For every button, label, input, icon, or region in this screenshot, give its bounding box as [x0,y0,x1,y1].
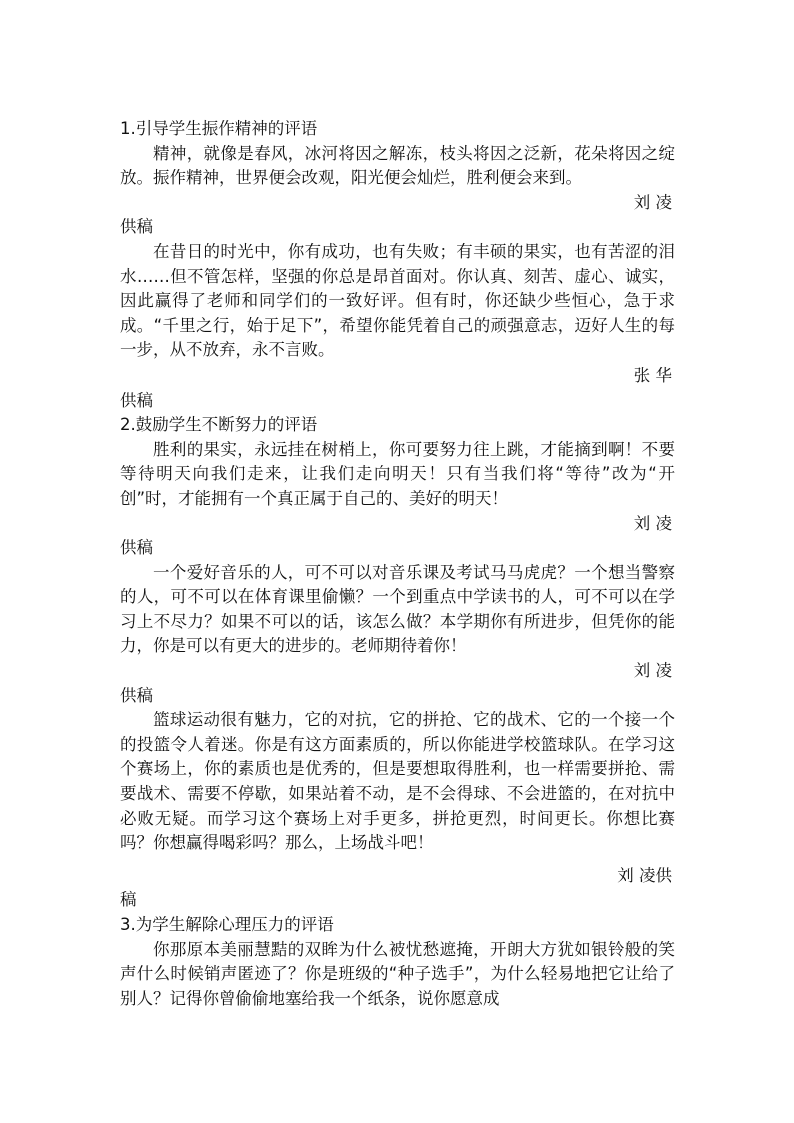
author-name: 刘 凌 [633,513,672,533]
section-heading-1: 1.引导学生振作精神的评语 [120,119,318,138]
comment-paragraph: 一个爱好音乐的人，可不可以对音乐课及考试马马虎虎？一个想当警察的人，可不可以在体育课里偷懒？一个到重点中学读书的人，可不可以在学习上不尽力？如果不可以的话，该怎么做？本学期你有所进步，但凭你的能力，你是可以有更大的进步的。老师期待着你！ [120,562,675,656]
author-credit-tail: 稿 [120,890,137,910]
comment-paragraph: 在昔日的时光中，你有成功，也有失败；有丰硕的果实，也有苦涩的泪水……但不管怎样，坚强的你总是昂首面对。你认真、刻苦、虚心、诚实，因此赢得了老师和同学们的一致好评。但有时，你还缺少些恒心，急于求成。“千里之行，始于足下”，希望你能凭着自己的顽强意志，迈好人生的每一步，从不放弃，永不言败。 [120,241,675,360]
author-credit-tail: 供稿 [120,217,153,237]
author-credit-tail: 供稿 [120,685,153,705]
document-page [120,117,675,1011]
author-credit-tail: 供稿 [120,390,153,410]
comment-paragraph: 精神，就像是春风，冰河将因之解冻，枝头将因之泛新，花朵将因之绽放。振作精神，世界便会改观，阳光便会灿烂，胜利便会来到。 [120,143,675,188]
comment-paragraph: 你那原本美丽慧黠的双眸为什么被忧愁遮掩，开朗大方犹如银铃般的笑声什么时候销声匿迹了？你是班级的“种子选手”，为什么轻易地把它让给了别人？记得你曾偷偷地塞给我一个纸条，说你愿意成 [120,939,675,1008]
author-name: 刘 凌供 [617,865,672,885]
comment-paragraph: 胜利的果实，永远挂在树梢上，你可要努力往上跳，才能摘到啊！不要等待明天向我们走来，让我们走向明天！只有当我们将“等待”改为“开创”时，才能拥有一个真正属于自己的、美好的明天！ [120,439,675,508]
author-name: 张 华 [633,365,672,385]
author-credit-tail: 供稿 [120,538,153,558]
section-heading-3: 3.为学生解除心理压力的评语 [120,915,334,934]
section-heading-2: 2.鼓励学生不断努力的评语 [120,415,318,435]
author-name: 刘 凌 [633,192,672,212]
author-name: 刘 凌 [633,661,672,681]
comment-paragraph: 篮球运动很有魅力，它的对抗，它的拼抢、它的战术、它的一个接一个的投篮令人着迷。你是有这方面素质的，所以你能进学校篮球队。在学习这个赛场上，你的素质也是优秀的，但是要想取得胜利，也一样需要拼抢、需要战术、需要不停歇，如果站着不动，是不会得球、不会进篮的，在对抗中必败无疑。而学习这个赛场上对手更多，拼抢更烈，时间更长。你想比赛吗？你想赢得喝彩吗？那么，上场战斗吧！ [120,710,675,853]
